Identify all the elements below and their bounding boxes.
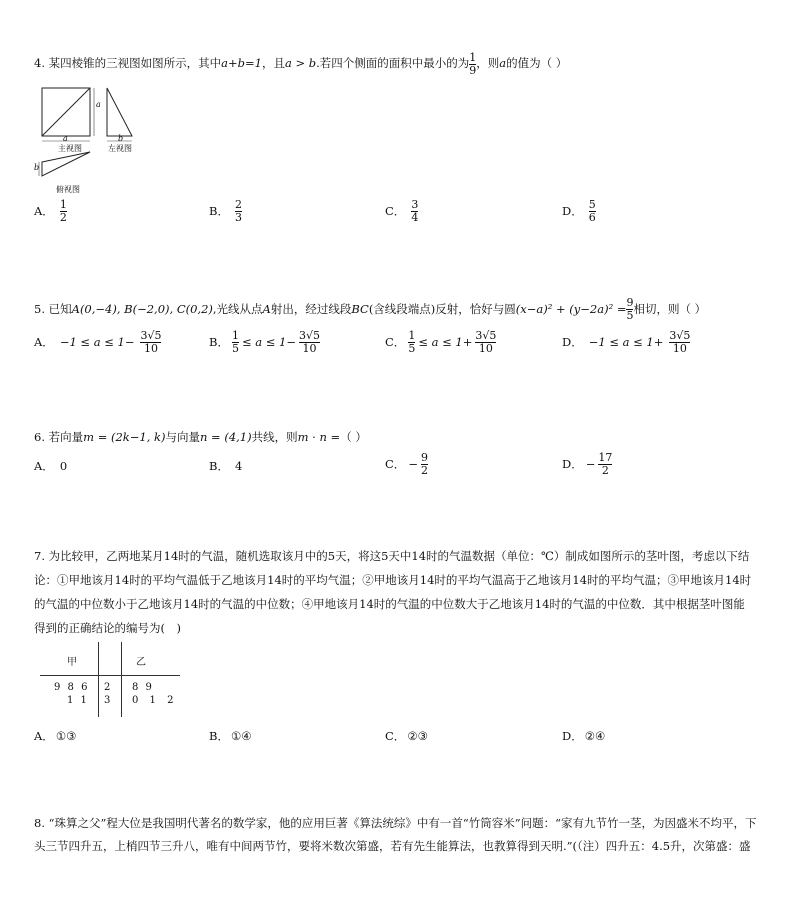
q7-line-4: 得到的正确结论的编号为( ) <box>34 621 181 635</box>
q4-stem <box>34 52 567 76</box>
q7-stem-row-1: 2 <box>104 682 111 693</box>
q4-stem-part: ，则 <box>476 56 500 71</box>
q7-head-yi: 乙 <box>136 657 146 668</box>
q6-option-a: A． 0 <box>34 459 68 473</box>
q7-option-c: C． ②③ <box>385 729 428 743</box>
q7-option-a: A． ①③ <box>34 729 77 743</box>
q7-head-jia: 甲 <box>67 657 77 668</box>
q4-stem-part: ，且 <box>261 56 285 71</box>
q8-line-1: 8. “珠算之父”程大位是我国明代著名的数学家，他的应用巨著《算法统综》中有一首“竹筒容米”问题：“家有九节竹一茎，为因盛米不均平，下 <box>34 816 757 830</box>
q5-option-d: D． −1 ≤ a ≤ 1+ $\frac{3√5}{10}$ <box>562 329 691 355</box>
q7-line-2: 论：①甲地该月14时的平均气温低于乙地该月14时的平均气温；②甲地该月14时的平均气温高于乙地该月14时的平均气温；③甲地该月14时 <box>34 573 752 587</box>
q4-fig-b-label: b <box>118 134 124 143</box>
q4-fig-b-side-label: b <box>34 163 40 172</box>
q8-line-2: 头三节四升五，上梢四节三升八，唯有中间两节竹，要将米数次第盛，若有先生能算法，也教算得到天明.”(（注）四升五：4.5升，次第盛：盛 <box>34 839 751 853</box>
q5-option-b: B． $\frac{1}{5}$ ≤ a ≤ 1− $\frac{3√5}{10}$ <box>209 329 321 355</box>
q7-line-3: 的气温的中位数小于乙地该月14时的气温的中位数；④甲地该月14时的气温的中位数大于乙地该月14时的气温的中位数．其中根据茎叶图能 <box>34 597 745 611</box>
q4-cond1: a+b=1 <box>221 56 262 71</box>
q7-jia-row-1: 9 8 6 <box>54 682 88 693</box>
q4-option-b: B． $\frac{2}{3}$ <box>209 198 242 224</box>
q4-option-d: D． $\frac{5}{6}$ <box>562 198 596 224</box>
q7-line-1: 7. 为比较甲，乙两地某月14时的气温，随机选取该月中的5天，将这5天中14时的气温数据（单位：℃）制成如图所示的茎叶图，考虑以下结 <box>34 549 750 563</box>
q7-plot-vline-left <box>98 642 99 717</box>
q7-stem-row-2: 3 <box>104 695 111 706</box>
q4-option-a: A． $\frac{1}{2}$ <box>34 198 67 224</box>
q4-option-c: C． $\frac{3}{4}$ <box>385 198 419 224</box>
q6-vector-n: n = (4,1) <box>199 430 252 444</box>
q5-circle-equation: (x−a)² + (y−2a)² = <box>515 302 627 317</box>
q4-fig-a-side-label: a <box>96 100 101 109</box>
q7-option-d: D． ②④ <box>562 729 606 743</box>
q5-points: A(0,−4), B(−2,0), C(0,2) <box>71 302 213 317</box>
q7-yi-row-2: 0 1 2 <box>132 695 174 706</box>
q6-vector-m: m = (2k−1, k) <box>83 430 166 444</box>
q6-dot-product: m · n = <box>297 430 341 444</box>
q4-top-view-label: 俯视图 <box>56 185 80 194</box>
q4-min-fraction: $\frac{1}{9}$ <box>469 51 477 77</box>
q5-option-c: C． $\frac{1}{5}$ ≤ a ≤ 1+ $\frac{3√5}{10}$ <box>385 329 497 355</box>
q4-left-view-label: 左视图 <box>108 144 132 153</box>
q6-stem: 6. 若向量m = (2k−1, k)与向量n = (4,1)共线，则m · n =（ ） <box>34 430 367 444</box>
q4-front-view-label: 主视图 <box>58 144 82 153</box>
q4-three-view-figure <box>34 80 144 195</box>
q5-option-a: A． −1 ≤ a ≤ 1− $\frac{3√5}{10}$ <box>34 329 162 355</box>
q4-cond2: a > b <box>284 56 317 71</box>
q5-radius-fraction: $\frac{9}{5}$ <box>626 296 634 322</box>
q7-option-b: B． ①④ <box>209 729 252 743</box>
q7-stem-leaf-plot <box>40 642 185 717</box>
q4-var: a <box>499 56 507 71</box>
q7-jia-row-2: 1 1 <box>67 695 87 706</box>
q7-plot-vline-right <box>121 642 122 717</box>
q5-stem: 5. 已知 A(0,−4), B(−2,0), C(0,2) ,光线从点 A 射出，经过线段 BC (含线段端点)反射，恰好与圆 (x−a)² + (y−2a)² = $\frac{9}{5}$ 相切，则（ ） <box>34 296 707 322</box>
q4-stem-part: .若四个侧面的面积中最小的为 <box>316 56 470 71</box>
q6-option-b: B． 4 <box>209 459 243 473</box>
q4-stem-part: 的值为（ ） <box>506 56 568 71</box>
q7-yi-row-1: 8 9 <box>132 682 152 693</box>
q7-plot-hline <box>40 675 180 676</box>
q4-stem-part: 4. 某四棱锥的三视图如图所示，其中 <box>34 56 222 71</box>
q6-option-c: C． − $\frac{9}{2}$ <box>385 451 428 477</box>
q4-fig-a-label: a <box>63 134 68 143</box>
q6-option-d: D． − $\frac{17}{2}$ <box>562 451 613 477</box>
